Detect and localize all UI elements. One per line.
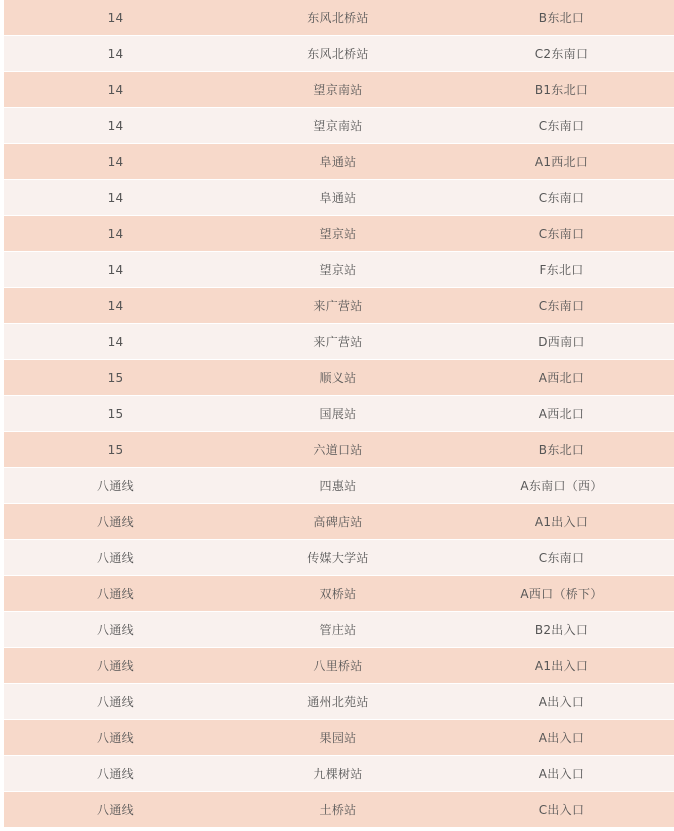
table-row (4, 360, 674, 396)
exit-cell: C2东南口 (534, 47, 589, 61)
table-row (4, 432, 674, 468)
line-cell: 八通线 (97, 623, 134, 637)
table-row (4, 216, 674, 252)
station-cell: 四惠站 (319, 479, 357, 493)
line-cell: 八通线 (97, 803, 134, 817)
exit-cell: B1东北口 (534, 83, 589, 97)
station-cell: 高碑店站 (313, 515, 363, 529)
line-cell: 14 (107, 262, 124, 277)
line-cell: 八通线 (97, 695, 134, 709)
exit-cell: C东南口 (538, 191, 585, 205)
exit-cell: B东北口 (538, 11, 585, 25)
line-cell: 八通线 (97, 731, 134, 745)
station-cell: 阜通站 (319, 155, 357, 169)
table-row (4, 720, 674, 756)
table-row (4, 540, 674, 576)
table-row (4, 396, 674, 432)
line-cell: 14 (107, 10, 124, 25)
station-cell: 八里桥站 (313, 659, 363, 673)
station-cell: 顺义站 (319, 371, 357, 385)
exit-cell: C东南口 (538, 299, 585, 313)
table-row (4, 648, 674, 684)
station-cell: 来广营站 (313, 335, 363, 349)
exit-cell: A东南口（西） (520, 479, 603, 493)
table-row (4, 324, 674, 360)
exit-cell: A西北口 (538, 371, 585, 385)
exit-cell: A西口（桥下） (520, 587, 603, 601)
line-cell: 14 (107, 298, 124, 313)
station-cell: 望京站 (319, 227, 357, 241)
table-row (4, 144, 674, 180)
station-cell: 土桥站 (319, 803, 357, 817)
table-row (4, 468, 674, 504)
station-cell: 六道口站 (313, 443, 363, 457)
table-row (4, 504, 674, 540)
exit-cell: C东南口 (538, 227, 585, 241)
line-cell: 14 (107, 190, 124, 205)
station-cell: 来广营站 (313, 299, 363, 313)
exit-cell: A1出入口 (534, 659, 589, 673)
station-exit-table (4, 0, 674, 828)
line-cell: 14 (107, 46, 124, 61)
table-row (4, 576, 674, 612)
line-cell: 八通线 (97, 587, 134, 601)
station-cell: 望京南站 (313, 83, 363, 97)
exit-cell: A出入口 (538, 767, 585, 781)
table-row (4, 288, 674, 324)
exit-cell: A1出入口 (534, 515, 589, 529)
line-cell: 八通线 (97, 551, 134, 565)
exit-cell: B2出入口 (534, 623, 589, 637)
line-cell: 八通线 (97, 767, 134, 781)
station-cell: 传媒大学站 (307, 551, 369, 565)
station-cell: 管庄站 (319, 623, 357, 637)
line-cell: 14 (107, 226, 124, 241)
station-cell: 东风北桥站 (307, 11, 369, 25)
line-cell: 八通线 (97, 659, 134, 673)
table-row (4, 180, 674, 216)
line-cell: 14 (107, 334, 124, 349)
table-row (4, 252, 674, 288)
table-row (4, 792, 674, 828)
table-row (4, 684, 674, 720)
line-cell: 14 (107, 118, 124, 133)
station-cell: 九棵树站 (313, 767, 363, 781)
exit-cell: A出入口 (538, 695, 585, 709)
exit-cell: C出入口 (538, 803, 585, 817)
station-cell: 望京南站 (313, 119, 363, 133)
exit-cell: C东南口 (538, 119, 585, 133)
exit-cell: F东北口 (539, 263, 584, 277)
line-cell: 八通线 (97, 479, 134, 493)
exit-cell: A西北口 (538, 407, 585, 421)
table-row (4, 612, 674, 648)
table-row (4, 0, 674, 36)
table-row (4, 36, 674, 72)
exit-cell: D西南口 (538, 335, 585, 349)
line-cell: 八通线 (97, 515, 134, 529)
exit-cell: B东北口 (538, 443, 585, 457)
table-row (4, 108, 674, 144)
line-cell: 14 (107, 82, 124, 97)
line-cell: 15 (107, 370, 124, 385)
station-cell: 东风北桥站 (307, 47, 369, 61)
line-cell: 14 (107, 154, 124, 169)
station-cell: 通州北苑站 (307, 695, 369, 709)
station-cell: 国展站 (319, 407, 357, 421)
table-row (4, 756, 674, 792)
line-cell: 15 (107, 406, 124, 421)
table-row (4, 72, 674, 108)
station-cell: 果园站 (319, 731, 357, 745)
exit-cell: A1西北口 (534, 155, 589, 169)
station-cell: 双桥站 (319, 587, 357, 601)
exit-cell: A出入口 (538, 731, 585, 745)
line-cell: 15 (107, 442, 124, 457)
station-cell: 阜通站 (319, 191, 357, 205)
exit-cell: C东南口 (538, 551, 585, 565)
station-cell: 望京站 (319, 263, 357, 277)
